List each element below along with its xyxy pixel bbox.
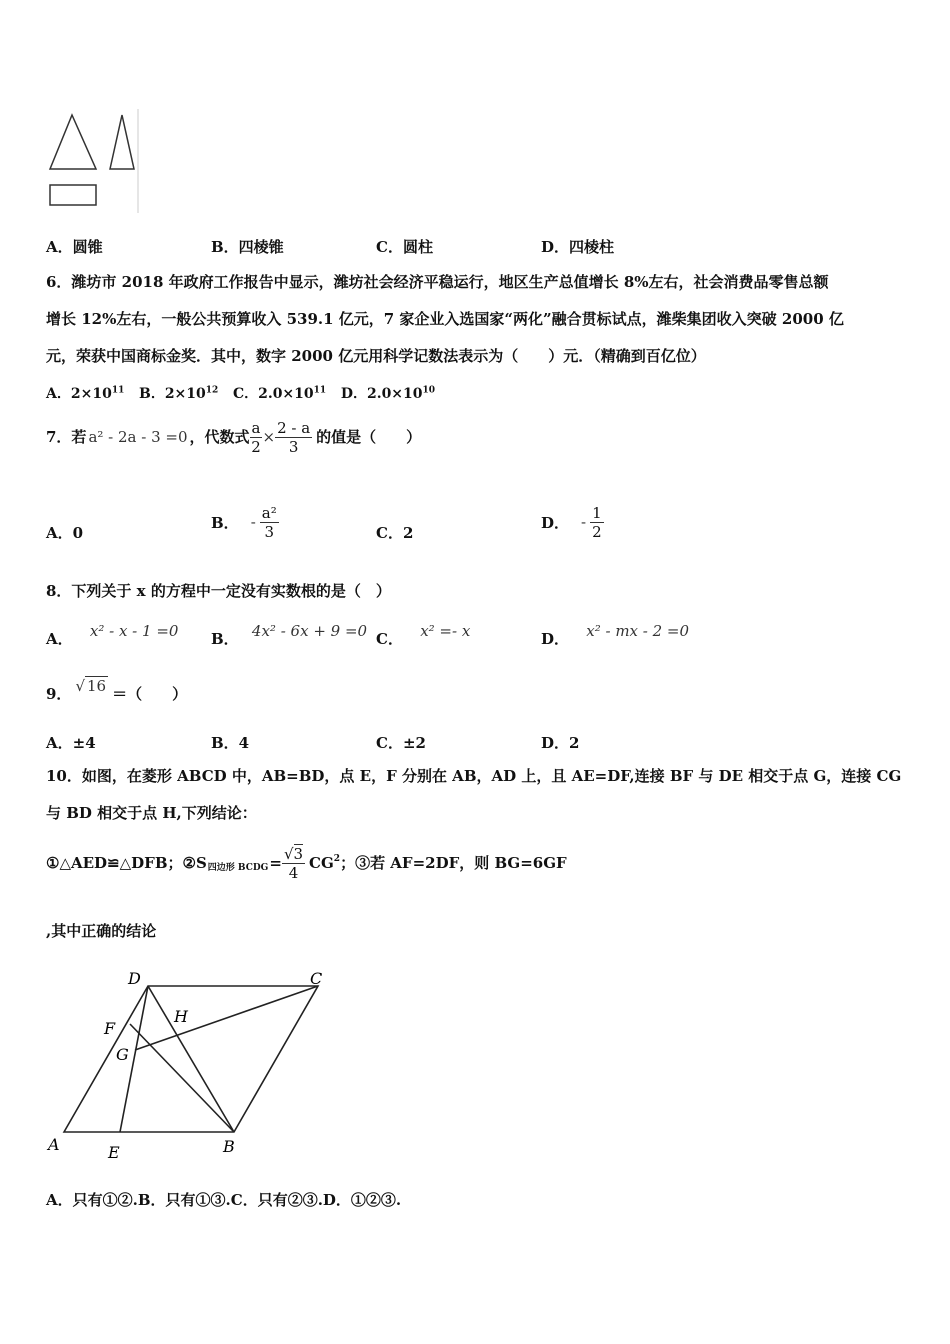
q7-option-d-den: 2 xyxy=(592,522,602,541)
q10-conclusion-3: ；③若 AF=2DF，则 BG=6GF xyxy=(340,854,567,872)
q10-stem-line2: 与 BD 相交于点 H,下列结论： xyxy=(46,804,257,822)
q8-option-c-equation: x² =- x xyxy=(420,622,471,640)
q7-middle: ，代数式 xyxy=(189,428,250,446)
label-e: E xyxy=(108,1143,120,1162)
q10-cg: CG xyxy=(309,854,334,872)
q8-stem: 8．下列关于 x 的方程中一定没有实数根的是（ ） xyxy=(46,582,391,600)
diagonal-bd xyxy=(148,986,234,1132)
q5-option-b[interactable]: B．四棱锥 xyxy=(211,238,284,256)
side-view-triangle xyxy=(110,115,134,169)
q9-radicand: 16 xyxy=(87,677,107,695)
q7-option-d-num: 1 xyxy=(592,503,602,522)
q6-option-b[interactable]: B．$2\times 10^{12}$ xyxy=(138,385,219,402)
label-d: D xyxy=(128,969,141,988)
q10-fraction-num: √3 xyxy=(283,844,304,863)
q7-frac2-den: 3 xyxy=(288,437,299,456)
q7-frac1-den: 2 xyxy=(251,437,261,456)
q8-option-d-label: D． xyxy=(541,630,570,648)
q8-option-d-equation: x² - mx - 2 =0 xyxy=(586,622,690,640)
q8-option-b[interactable] xyxy=(211,620,368,648)
q10-fraction-radicand: 3 xyxy=(293,844,304,863)
label-a: A xyxy=(48,1135,60,1154)
q10-fraction xyxy=(282,845,305,882)
q6-option-c[interactable]: C．$2.0\times 10^{11}$ xyxy=(232,385,327,402)
top-view-rectangle xyxy=(50,185,96,205)
q7-fraction-1 xyxy=(250,419,263,456)
label-c: C xyxy=(310,969,323,988)
label-f: F xyxy=(104,1019,116,1038)
q6-stem-line2: 增长 12%左右，一般公共预算收入 539.1 亿元，7 家企业入选国家“两化”融合贯标试点，潍柴集团收入突破 2000 亿 xyxy=(46,310,844,328)
q10-conclusion-1-2-prefix: ①△AED≌△DFB；②S xyxy=(46,854,207,872)
q9-prefix: 9． xyxy=(46,685,72,703)
q10-conclusions xyxy=(46,838,567,888)
q7-option-d-neg: - xyxy=(581,513,587,531)
q9-option-d[interactable]: D．2 xyxy=(541,734,580,752)
q8-option-a-label: A． xyxy=(46,630,73,648)
q10-equals: = xyxy=(269,854,282,872)
q8-option-c[interactable] xyxy=(376,620,471,648)
rhombus-figure xyxy=(40,960,340,1165)
q7-frac2-num: 2 - a xyxy=(277,418,311,437)
label-g: G xyxy=(116,1045,129,1064)
segment-cg xyxy=(135,986,318,1050)
label-h: H xyxy=(174,1007,188,1026)
q8-option-a[interactable] xyxy=(46,620,179,648)
q9-option-b[interactable]: B．4 xyxy=(211,734,250,752)
q8-option-c-label: C． xyxy=(376,630,403,648)
q7-option-d-label: D． xyxy=(541,513,570,532)
q5-option-d[interactable]: D．四棱柱 xyxy=(541,238,615,256)
q7-option-b-fraction xyxy=(260,504,279,541)
q7-prefix: 7．若 xyxy=(46,428,87,446)
front-view-triangle xyxy=(50,115,96,169)
q8-option-b-label: B． xyxy=(211,630,239,648)
q10-stem-line4: ,其中正确的结论 xyxy=(46,922,157,940)
q8-option-d[interactable] xyxy=(541,620,690,648)
q7-times: × xyxy=(262,428,276,446)
q7-option-b[interactable] xyxy=(211,498,279,546)
q8-option-a-equation: x² - x - 1 =0 xyxy=(89,622,179,640)
q6-options-row xyxy=(46,380,435,404)
q9-suffix: ＝（ ） xyxy=(112,685,188,703)
q7-frac1-num: a xyxy=(251,418,261,437)
segment-bf xyxy=(130,1024,234,1132)
q7-suffix: 的值是（ ） xyxy=(316,428,422,446)
q9-sqrt: √ 16 xyxy=(75,677,107,695)
q7-option-b-neg: - xyxy=(250,513,256,531)
q7-option-d[interactable] xyxy=(541,498,604,546)
label-b: B xyxy=(223,1137,235,1156)
q7-fraction-2 xyxy=(275,419,312,456)
three-view-figure xyxy=(40,105,150,220)
q5-option-c[interactable]: C．圆柱 xyxy=(376,238,433,256)
q10-stem-line1: 10．如图，在菱形 ABCD 中，AB=BD，点 E，F 分别在 AB，AD 上，且 AE=DF,连接 BF 与 DE 相交于点 G，连接 CG xyxy=(46,767,902,785)
q6-stem-line3: 元，荣获中国商标金奖．其中，数字 2000 亿元用科学记数法表示为（ ）元．（精确到百亿位） xyxy=(46,347,706,365)
q10-answer-options[interactable]: A．只有①②.B．只有①③.C．只有②③.D．①②③. xyxy=(46,1191,402,1209)
q5-option-a[interactable]: A．圆锥 xyxy=(46,238,103,256)
q7-stem xyxy=(46,412,421,462)
q7-equation: a² - 2a - 3 =0 xyxy=(88,428,188,446)
q7-option-b-num: a² xyxy=(261,503,277,522)
q9-option-c[interactable]: C．±2 xyxy=(376,734,426,752)
q10-cg-exponent: 2 xyxy=(333,854,341,864)
q9-option-a[interactable]: A．±4 xyxy=(46,734,96,752)
q7-option-a[interactable]: A．0 xyxy=(46,524,84,542)
q6-stem-line1: 6．潍坊市 2018 年政府工作报告中显示，潍坊社会经济平稳运行，地区生产总值增长 8%左右，社会消费品零售总额 xyxy=(46,273,829,291)
q9-stem xyxy=(46,678,187,710)
q10-fraction-den: 4 xyxy=(288,863,299,882)
q7-option-b-label: B． xyxy=(211,513,239,532)
q8-option-b-equation: 4x² - 6x + 9 =0 xyxy=(251,622,368,640)
q6-option-d[interactable]: D．$2.0\times 10^{10}$ xyxy=(340,385,436,402)
q6-option-a[interactable]: A．$2\times 10^{11}$ xyxy=(46,385,125,402)
q7-option-b-den: 3 xyxy=(264,522,275,541)
q7-option-d-fraction xyxy=(590,504,604,541)
q10-subscript: 四边形 BCDG xyxy=(207,863,269,873)
q7-option-c[interactable]: C．2 xyxy=(376,524,414,542)
